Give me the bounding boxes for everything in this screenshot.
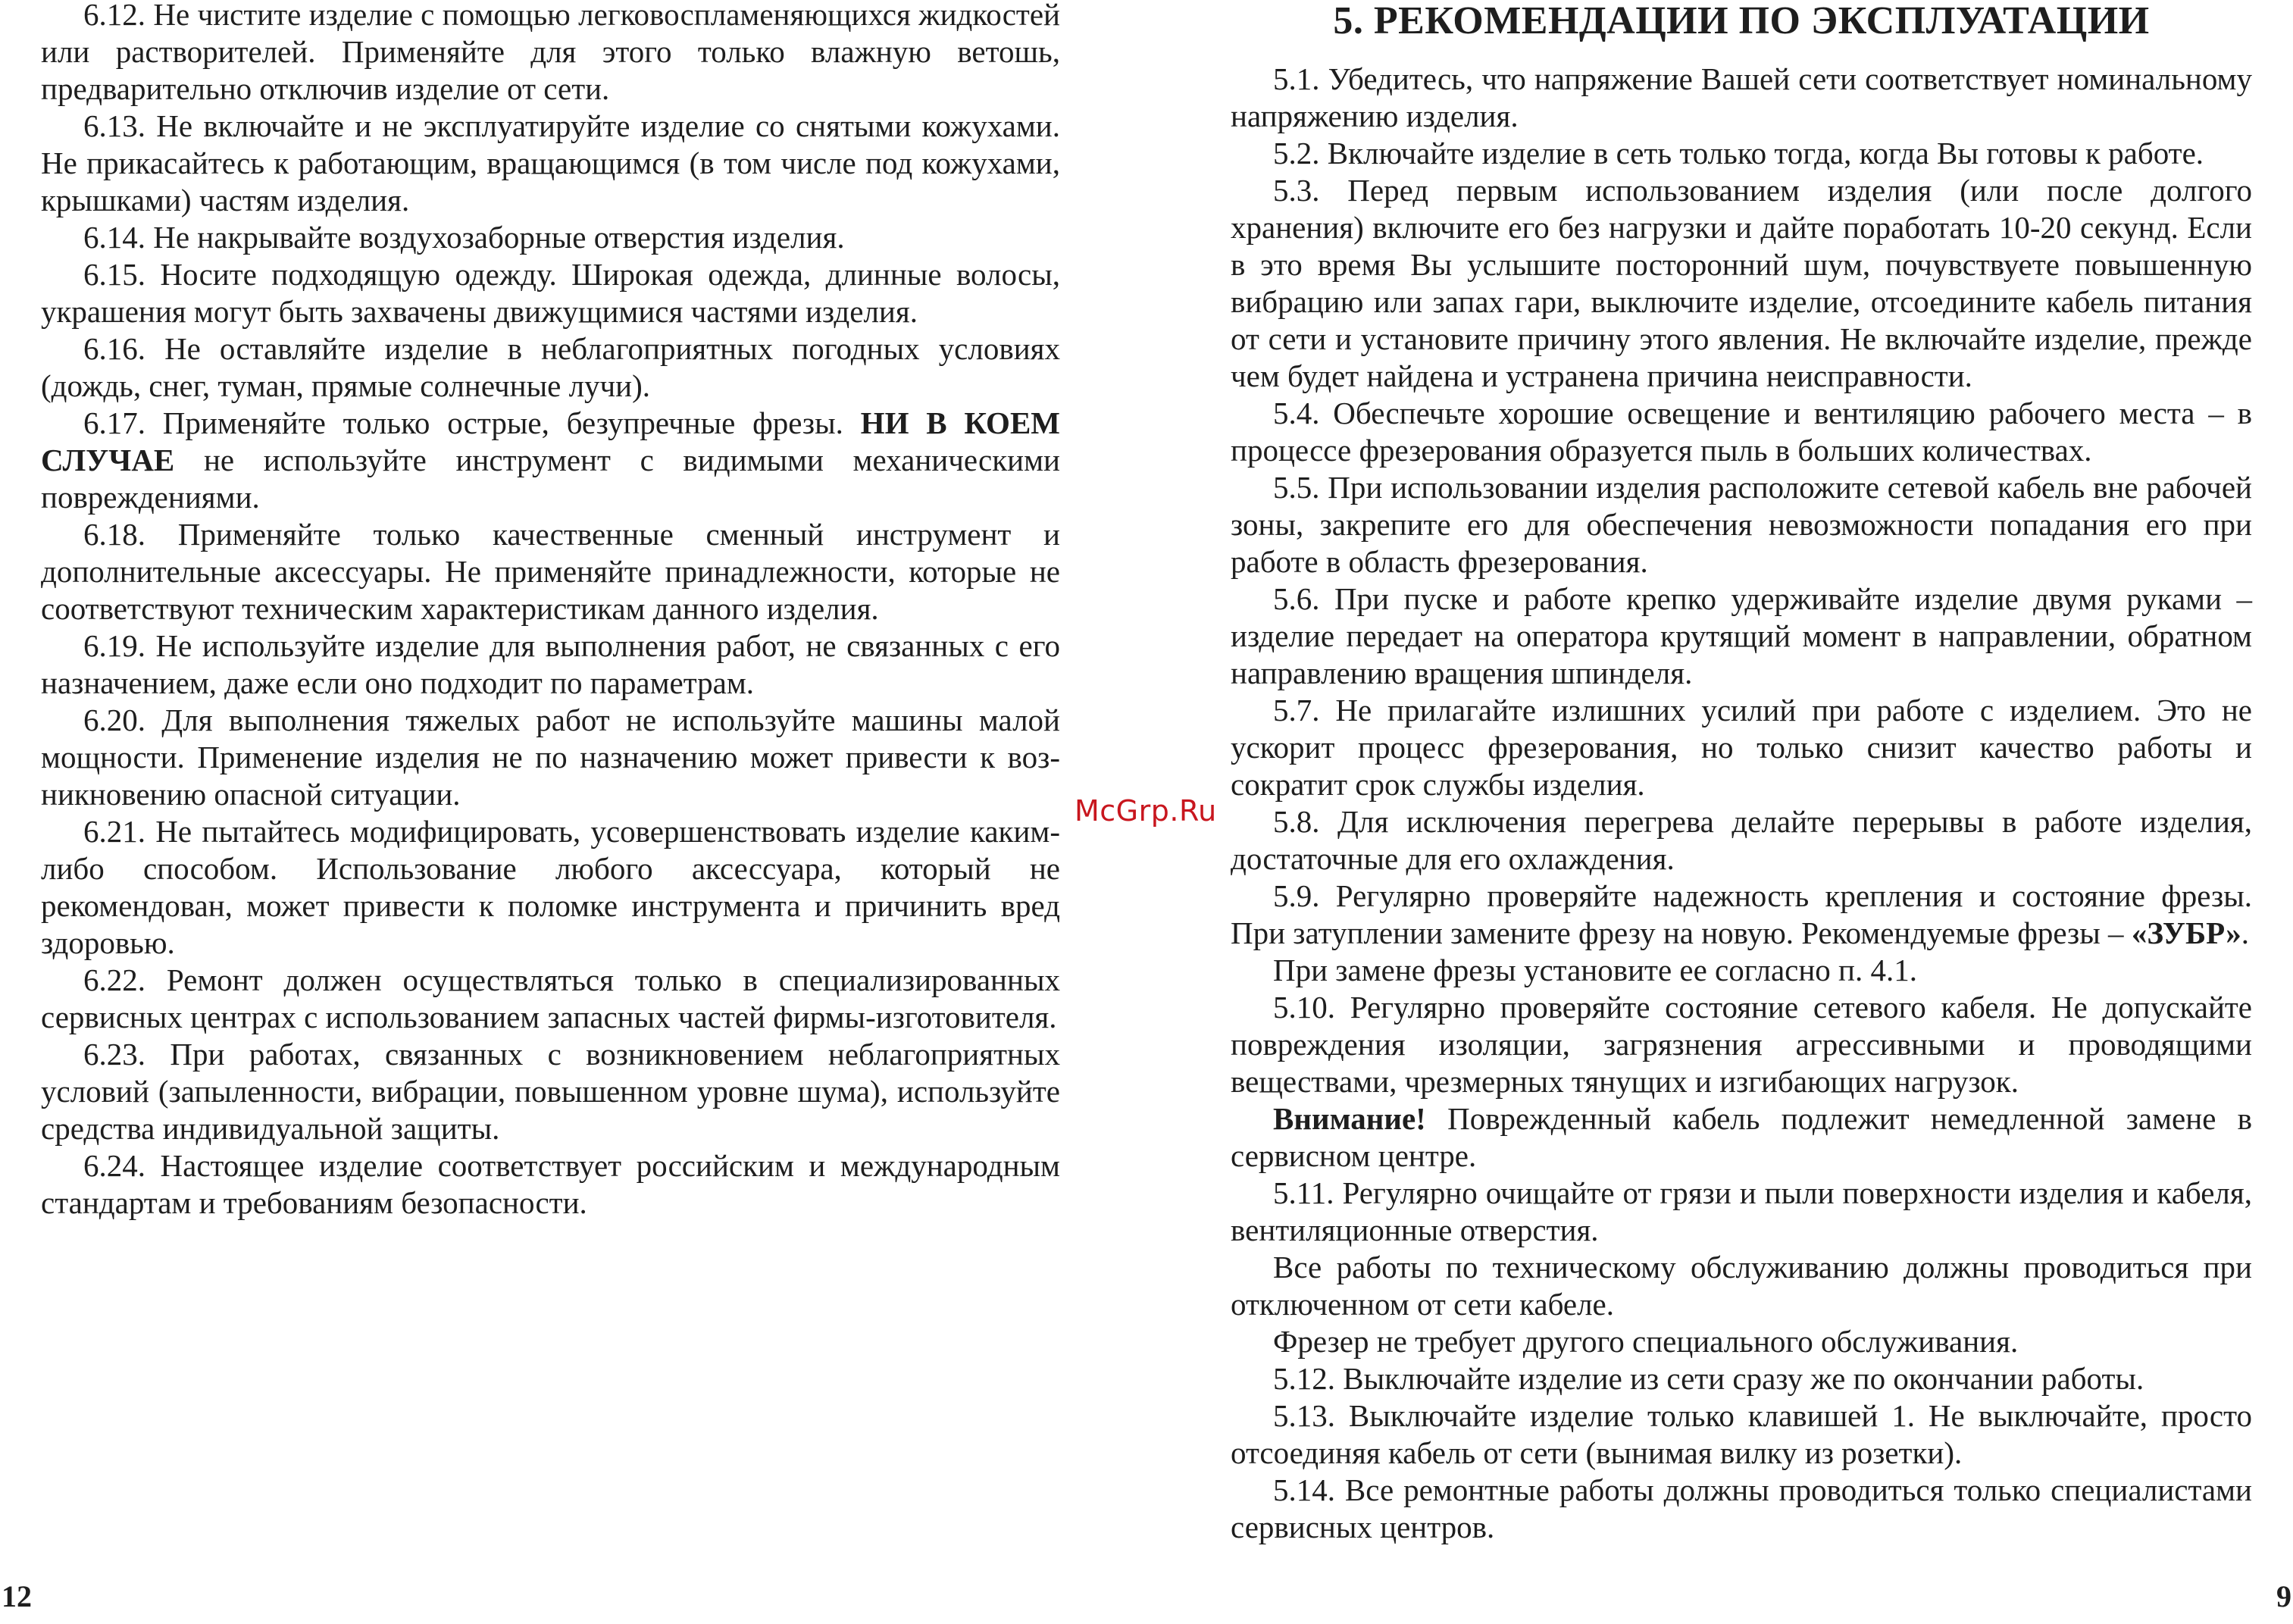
paragraph-text: 5.1. Убедитесь, что напряжение Вашей сети соответствует номинальному напряжению изделия. <box>1231 61 2252 133</box>
emphasis-text: «ЗУБР» <box>2131 915 2241 950</box>
paragraph-5.7 <box>1231 692 2252 803</box>
paragraph-5.5 <box>1231 469 2252 580</box>
site-watermark: McGrp.Ru <box>1075 794 1217 828</box>
paragraph-text: 5.3. Перед первым использованием изделия (или после долгого хранения) включите его без нагрузки и дайте поработать 10-20 секунд. Если в это время Вы услышите посторонний шум, почувствуете повышенную вибрацию или запах гари, выключите изделие, отсоедините кабель питания от сети и установите причину этого явления. Не включайте изделие, прежде чем будет найдена и устранена причина неисправности. <box>1231 173 2252 393</box>
paragraph-text: 6.18. Применяйте только качественные сменный инструмент и дополнительные аксессуары. Не применяйте принадлежности, которые не соответствуют техническим характеристикам данного изделия. <box>41 517 1060 626</box>
paragraph-5.11 <box>1231 1175 2252 1249</box>
left-page-number: 12 <box>2 1579 32 1613</box>
right-page-number: 9 <box>2276 1579 2291 1613</box>
paragraph-6.14 <box>41 219 1060 256</box>
paragraph-6.16 <box>41 330 1060 405</box>
paragraph-text: 5.10. Регулярно проверяйте состояние сетевого кабеля. Не допускайте повреждения изоляции, загрязнения агрессивными и проводящими веществами, чрезмерных тянущих и изгибающих нагрузок. <box>1231 990 2252 1099</box>
left-page-column <box>41 0 1060 1222</box>
paragraph-text: . <box>2241 915 2249 950</box>
paragraph-5.9-note <box>1231 952 2252 989</box>
paragraph-text: Фрезер не требует другого специального обслуживания. <box>1273 1324 2019 1359</box>
paragraph-text: 6.23. При работах, связанных с возникновением неблагоприятных условий (запыленности, вибрации, повышенном уровне шума), используйте средства индивидуальной защиты. <box>41 1037 1060 1146</box>
paragraph-6.17 <box>41 405 1060 516</box>
paragraph-text: При замене фрезы установите ее согласно п. 4.1. <box>1273 953 1917 987</box>
paragraph-5.11-note-1 <box>1231 1249 2252 1323</box>
paragraph-text: 6.20. Для выполнения тяжелых работ не используйте машины малой мощности. Применение изделия не по назначению может привести к возникновению опасной ситуации. <box>41 702 1060 812</box>
paragraph-5.2 <box>1231 135 2252 172</box>
paragraph-6.12 <box>41 0 1060 108</box>
paragraph-5.1 <box>1231 61 2252 135</box>
paragraph-5.10 <box>1231 989 2252 1100</box>
paragraph-6.19 <box>41 627 1060 702</box>
paragraph-6.22 <box>41 962 1060 1036</box>
paragraph-text: 5.5. При использовании изделия расположите сетевой кабель вне рабочей зоны, закрепите его для обеспечения невозможности попадания его при работе в область фрезерования. <box>1231 470 2252 579</box>
paragraph-5.3 <box>1231 172 2252 395</box>
paragraph-5.14 <box>1231 1472 2252 1546</box>
paragraph-text: 5.6. При пуске и работе крепко удерживайте изделие двумя руками – изделие передает на оператора крутящий момент в направлении, обратном направлению вращения шпинделя. <box>1231 581 2252 690</box>
paragraph-5.4 <box>1231 395 2252 469</box>
paragraph-text: 6.19. Не используйте изделие для выполнения работ, не связанных с его назначением, даже если оно подходит по параметрам. <box>41 628 1060 700</box>
paragraph-text: 5.14. Все ремонтные работы должны проводиться только специалистами сервисных центров. <box>1231 1472 2252 1544</box>
paragraph-text: 5.11. Регулярно очищайте от грязи и пыли поверхности изделия и кабеля, вентиляционные отверстия. <box>1231 1175 2252 1247</box>
paragraph-text: 6.12. Не чистите изделие с помощью легковоспламеняющихся жидкостей или растворителей. Применяйте для этого только влажную ветошь, предварительно отключив изделие от сети. <box>41 0 1060 106</box>
paragraph-text: 5.9. Регулярно проверяйте надежность крепления и состояние фрезы. При затуплении замените фрезу на новую. Рекомендуемые фрезы – <box>1231 878 2252 950</box>
right-paragraphs <box>1231 61 2252 1546</box>
paragraph-6.18 <box>41 516 1060 627</box>
paragraph-6.21 <box>41 813 1060 962</box>
paragraph-text: 5.8. Для исключения перегрева делайте перерывы в работе изделия, достаточные для его охлаждения. <box>1231 804 2252 876</box>
emphasis-text: НИ В КОЕМ СЛУЧАЕ <box>41 405 1060 477</box>
paragraph-5.12 <box>1231 1360 2252 1397</box>
paragraph-text: 5.13. Выключайте изделие только клавишей 1. Не выключайте, просто отсоединяя кабель от сети (вынимая вилку из розетки). <box>1231 1398 2252 1470</box>
paragraph-5.10-warning <box>1231 1100 2252 1175</box>
right-page-column <box>1231 0 2252 1546</box>
paragraph-6.13 <box>41 108 1060 219</box>
emphasis-text: Внимание! <box>1273 1101 1426 1136</box>
paragraph-6.20 <box>41 702 1060 813</box>
paragraph-text: 6.14. Не накрывайте воздухозаборные отверстия изделия. <box>83 220 845 255</box>
paragraph-text: 6.24. Настоящее изделие соответствует российским и международным стандартам и требованиям безопасности. <box>41 1148 1060 1220</box>
section-heading: 5. РЕКОМЕНДАЦИИ ПО ЭКСПЛУАТАЦИИ <box>1333 0 2150 42</box>
paragraph-text: Поврежденный кабель подлежит немедленной замене в сервисном центре. <box>1231 1101 2252 1173</box>
paragraph-text: 6.16. Не оставляйте изделие в неблагоприятных погодных условиях (дождь, снег, туман, прямые солнечные лучи). <box>41 331 1060 403</box>
paragraph-text: Все работы по техническому обслуживанию должны проводиться при отключенном от сети кабеле. <box>1231 1250 2252 1322</box>
paragraph-text: 6.15. Носите подходящую одежду. Широкая одежда, длинные волосы, украшения могут быть захвачены движущимися частями изделия. <box>41 257 1060 329</box>
paragraph-text: 6.17. Применяйте только острые, безупречные фрезы. <box>83 405 861 440</box>
paragraph-5.8 <box>1231 803 2252 878</box>
paragraph-text: 6.21. Не пытайтесь модифицировать, усовершенствовать изделие каким-либо способом. Использование любого аксессуара, который не рекомендован, может привести к поломке инструмента и причинить вред здоровью. <box>41 814 1060 960</box>
paragraph-5.6 <box>1231 580 2252 692</box>
paragraph-text: не используйте инструмент с видимыми механическими повреждениями. <box>41 443 1060 515</box>
paragraph-text: 6.22. Ремонт должен осуществляться только в специализированных сервисных центрах с использованием запасных частей фирмы-изготовителя. <box>41 962 1060 1034</box>
paragraph-text: 5.4. Обеспечьте хорошие освещение и вентиляцию рабочего места – в процессе фрезерования образуется пыль в больших количествах. <box>1231 396 2252 468</box>
paragraph-6.24 <box>41 1147 1060 1222</box>
paragraph-6.23 <box>41 1036 1060 1147</box>
paragraph-text: 5.2. Включайте изделие в сеть только тогда, когда Вы готовы к работе. <box>1273 136 2204 171</box>
paragraph-text: 5.12. Выключайте изделие из сети сразу же по окончании работы. <box>1273 1361 2144 1396</box>
paragraph-5.13 <box>1231 1397 2252 1472</box>
paragraph-text: 6.13. Не включайте и не эксплуатируйте изделие со снятыми кожухами. Не прикасайтесь к работающим, вращающимся (в том числе под кожухами, крышками) частям изделия. <box>41 108 1060 217</box>
paragraph-5.9 <box>1231 878 2252 952</box>
paragraph-text: 5.7. Не прилагайте излишних усилий при работе с изделием. Это не ускорит процесс фрезерования, но только снизит качество работы и сократит срок службы изделия. <box>1231 693 2252 802</box>
paragraph-6.15 <box>41 256 1060 330</box>
paragraph-5.11-note-2 <box>1231 1323 2252 1360</box>
